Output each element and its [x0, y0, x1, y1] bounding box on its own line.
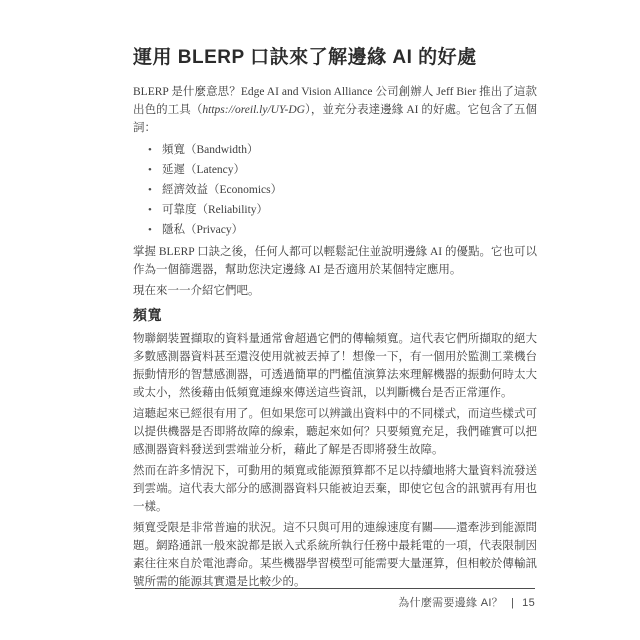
page-title: 運用 BLERP 口訣來了解邊緣 AI 的好處	[133, 47, 477, 68]
section-paragraph-iot-data: 物聯網裝置擷取的資料量通常會超過它們的傳輸頻寬。這代表它們所擷取的絕大多數感測器資料甚至還沒使用就被丟掉了！想像一下，有一個用於監測工業機台振動情形的智慧感測器，可透過簡單的門檻值演算法來理解機器的振動何時太大或太小，然後藉由低頻寬連線來傳送這些資訊，以判斷機台是否正常運作。	[133, 333, 537, 399]
paragraph-blerp-summary: 掌握 BLERP 口訣之後，任何人都可以輕鬆記住並說明邊緣 AI 的優點。它也可以作為一個篩選器，幫助您決定邊緣 AI 是否適用於某個特定應用。	[133, 246, 537, 276]
blerp-term-list	[133, 140, 537, 240]
footer-rule	[135, 588, 535, 589]
intro-text-before: BLERP 是什麼意思？Edge AI and Vision Alliance 公司創辦人 Jeff Bier 推出了這款出色的工具（	[133, 86, 537, 116]
footer-separator: |	[510, 597, 515, 609]
bullet-icon: •	[148, 164, 152, 176]
list-item-label: 延遲（Latency）	[162, 164, 246, 176]
bullet-icon: •	[148, 144, 152, 156]
section-heading-bandwidth: 頻寬	[133, 307, 162, 323]
section-paragraph-patterns: 這聽起來已經很有用了。但如果您可以辨識出資料中的不同樣式，而這些樣式可以提供機器是否即將故障的線索，聽起來如何？只要頻寬充足，我們確實可以把感測器資料發送到雲端並分析，藉此了解是否即將發生故障。	[133, 408, 537, 456]
bullet-icon: •	[148, 184, 152, 196]
section-paragraph-energy: 頻寬受限是非常普遍的狀況。這不只與可用的連線速度有關——還牽涉到能源問題。網路通訊一般來說都是嵌入式系統所執行任務中最耗電的一項，代表限制因素往往來自於電池壽命。某些機器學習模型可能需要大量運算，但相較於傳輸訊號所需的能源其實還是比較少的。	[133, 522, 537, 588]
inline-url: https://oreil.ly/UY-DG	[202, 104, 305, 116]
footer-chapter-title: 為什麼需要邊緣 AI？	[398, 597, 503, 609]
bullet-icon: •	[148, 204, 152, 216]
list-item-label: 可靠度（Reliability）	[162, 204, 269, 216]
list-item-reliability	[133, 200, 537, 220]
list-item-privacy	[133, 220, 537, 240]
footer-page-number: 15	[522, 597, 535, 609]
list-item-label: 隱私（Privacy）	[162, 224, 244, 236]
list-item-economics	[133, 180, 537, 200]
intro-text-after: ），並充分表達邊緣 AI 的好處。它包含了五個詞：	[133, 104, 537, 134]
list-item-label: 經濟效益（Economics）	[162, 184, 283, 196]
paragraph-transition: 現在來一一介紹它們吧。	[133, 285, 260, 297]
bullet-icon: •	[148, 224, 152, 236]
list-item-latency	[133, 160, 537, 180]
intro-paragraph	[133, 83, 537, 137]
content-column	[133, 46, 537, 594]
page-footer	[135, 595, 535, 611]
section-paragraph-discard: 然而在許多情況下，可動用的頻寬或能源預算都不足以持續地將大量資料流發送到雲端。這代表大部分的感測器資料只能被迫丟棄，即使它包含的訊號再有用也一樣。	[133, 465, 537, 513]
list-item-bandwidth	[133, 140, 537, 160]
list-item-label: 頻寬（Bandwidth）	[162, 144, 259, 156]
